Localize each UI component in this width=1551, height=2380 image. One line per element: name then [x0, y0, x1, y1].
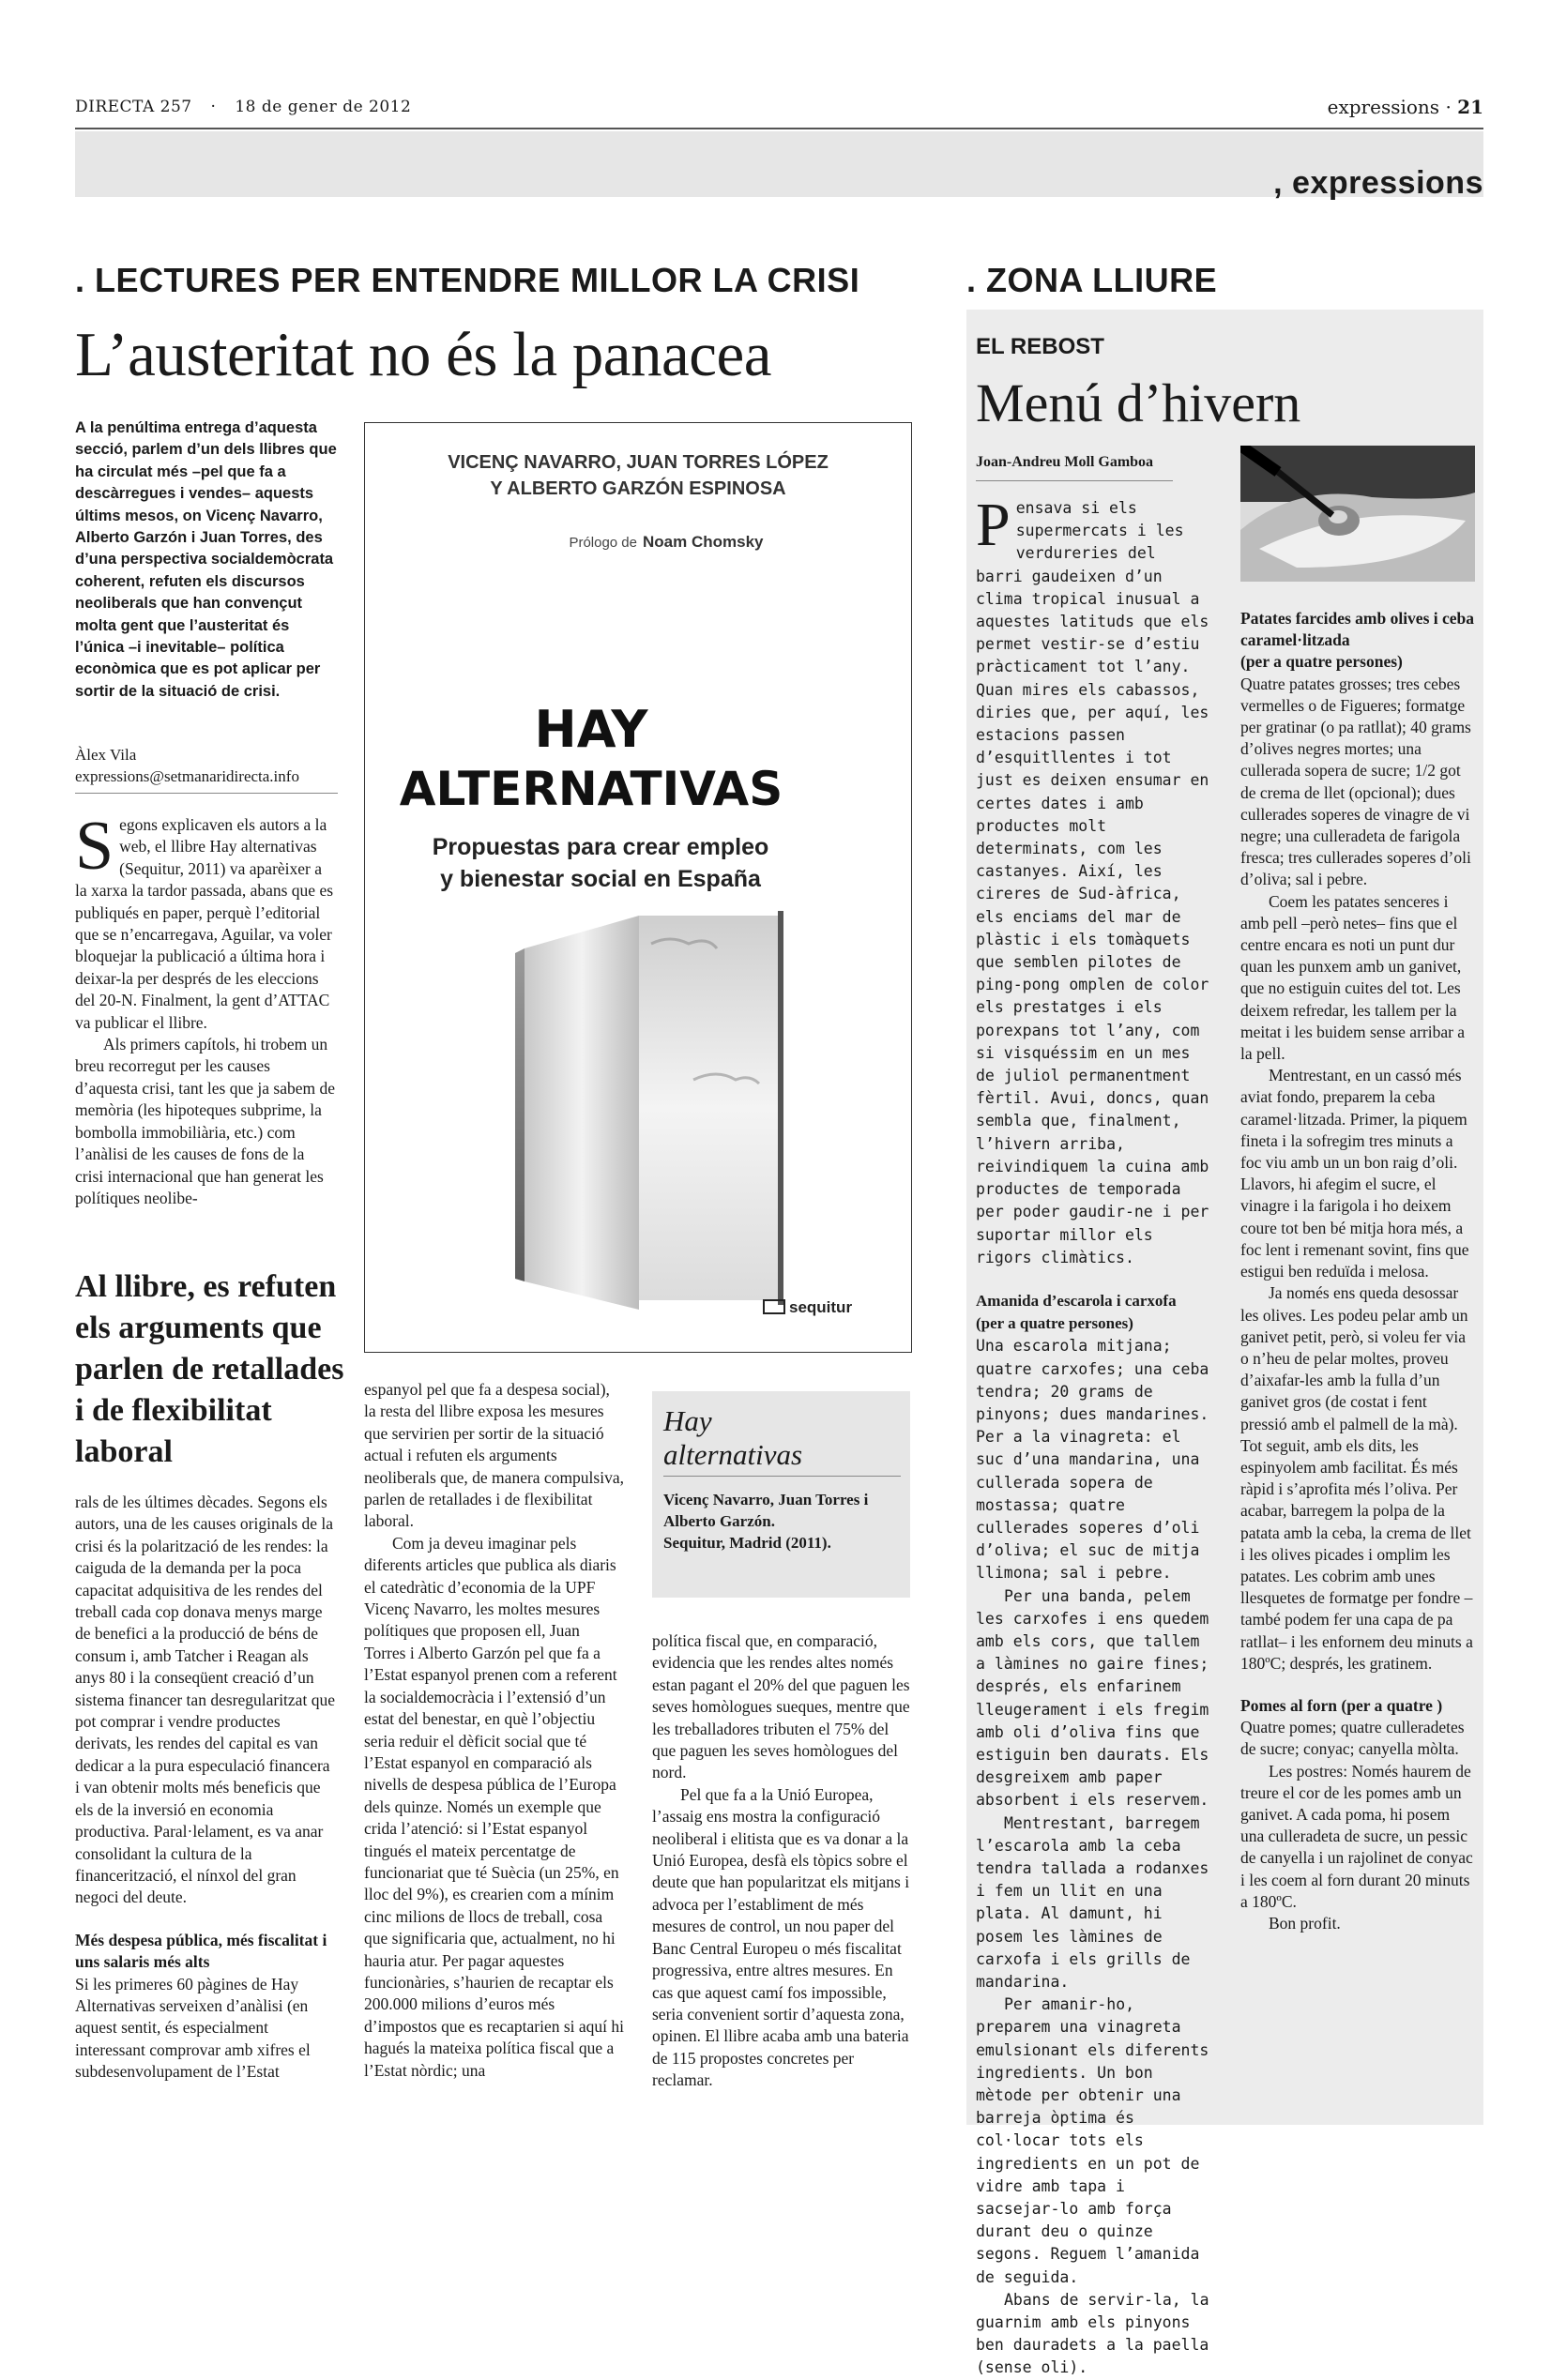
zona-label: EL REBOST — [976, 334, 1104, 359]
cover-title-line1: HAY — [534, 700, 648, 759]
recipe2-serves: (per a quatre persones) — [1240, 652, 1403, 672]
col1-paragraph-1: egons explicaven els autors a la web, el llibre Hay alternativas (Sequitur, 2011) va aparèixer a la xarxa la tardor passada, abans que es publiqués en paper, perquè l’editorial que se n’encarregava, Aguilar, va voler bloquejar la publicació a última hora i deixar-la per després de les eleccions del 20-N. Finalment, la gent d’ATTAC va publicar el llibre. — [75, 815, 334, 1032]
zona-author: Joan-Andreu Moll Gamboa — [976, 454, 1154, 470]
recipe1-step-4: Abans de servir-la, la guarnim amb els pinyons ben dauradets a la paella (sense oli). — [976, 2290, 1209, 2377]
recipe1-title: Amanida d’escarola i carxofa — [976, 1291, 1177, 1310]
book-box-title — [663, 1404, 802, 1472]
recipe1-step-3: Per amanir-ho, preparem una vinagreta emulsionant els diferents ingredients. Un bon mètode per obtenir una barreja òptima és col·locar tots els ingredients en un pot de vidre amb tapa i sacsejar-lo amb força durant deu o quinze segons. Reguem l’amanida de seguida. — [976, 1995, 1209, 2286]
cover-subtitle-line2: y bienestar social en España — [440, 866, 761, 892]
recipe2-step-1: Coem les patates senceres i amb pell –però netes– fins que el centre encara es noti un punt dur quan les punxem amb un ganivet, que no estiguin cuites del tot. Les deixem refredar, les tallem per la meitat i les buidem sense arribar a la pell. — [1240, 891, 1466, 1064]
recipe2-title: Patates farcides amb olives i ceba caramel·litzada — [1240, 609, 1475, 650]
article-col1-upper — [75, 808, 336, 1209]
cover-door-frame — [778, 911, 783, 1305]
issue-number: DIRECTA 257 — [75, 98, 192, 116]
zona-col-b — [1240, 608, 1475, 1934]
book-box-credits — [663, 1489, 868, 1554]
recipe-photo — [1240, 446, 1475, 582]
article-col3 — [652, 1630, 913, 2092]
zona-byline-rule — [976, 480, 1173, 481]
book-box-rule — [663, 1476, 901, 1477]
zona-dropcap: P — [976, 491, 1011, 559]
col1-paragraph-3: rals de les últimes dècades. Segons els autors, una de les causes originals de la crisi és la polarització de les rendes: la caiguda de la demanda per la poca capacitat adquisitiva de les rendes del treball cada cop donava menys marge de benefici a la producció de béns de consum i, amb Tatcher i Reagan als anys 80 i la conseqüent creació d’un sistema financer tan desregularitzat que pot comprar i vendre productes derivats, les rendes del capital es van dedicar a la pura especulació financera i van obtenir molts més beneficis que els de la inversió en economia productiva. Paral·lelament, es va anar consolidant la cultura de la financerització, el nínxol del gran negoci del deute. — [75, 1493, 335, 1907]
cover-authors-line2: Y ALBERTO GARZÓN ESPINOSA — [490, 478, 786, 499]
header-page-separator: · — [1445, 96, 1452, 118]
recipe3-ingredients: Quatre pomes; quatre culleradetes de sucre; conyac; canyella mòlta. — [1240, 1718, 1465, 1759]
book-info-box — [652, 1391, 910, 1598]
cover-publisher: sequitur — [789, 1298, 853, 1316]
recipe2-step-2: Mentrestant, en un cassó més aviat fondo, preparem la ceba caramel·litzada. Primer, la piquem fineta i la sofregim tres minuts a foc viu amb un un bon raig d’oli. Llavors, hi afegim el sucre, el vinagre i la farigola i ho deixem coure tot ben bé mitja hora més, a foc lent i remenant sovint, fins que estigui ben reduïda i melosa. — [1240, 1066, 1469, 1281]
recipe-photo-art — [1240, 446, 1475, 582]
cover-title-line2: ALTERNATIVAS — [399, 762, 783, 816]
header-issue-line — [75, 98, 411, 116]
cover-authors-line1: VICENÇ NAVARRO, JUAN TORRES LÓPEZ — [448, 452, 829, 473]
pull-quote: Al llibre, es refuten els arguments que parlen de retallades i de flexibilitat laboral — [75, 1269, 344, 1469]
recipe1-step-1: Per una banda, pelem les carxofes i ens quedem amb els cors, que tallem a làmines no gaire fines; després, els enfarinem lleugerament i els fregim amb oli d’oliva fins que estiguin ben daurats. Els desgreixem amb paper absorbent i els reservem. — [976, 1586, 1209, 1810]
col3-paragraph-2: Pel que fa a la Unió Europea, l’assaig ens mostra la configuració neoliberal i elitista que es va donar a la Unió Europea, desfà els tòpics sobre el deute que han popularitzat els mitjans i advoca per l’establiment de més mesures de control, un nou paper del Banc Central Europeu o més fiscalitat progressiva, entre altres mesures. En cas que aquest camí fos impossible, seria convenient sortir d’aquesta zona, opinen. El llibre acaba amb una bateria de 115 propostes concretes per reclamar. — [652, 1784, 910, 2090]
header-band — [75, 131, 1483, 197]
header-section: expressions — [1327, 96, 1440, 118]
book-box-credits-line1: Vicenç Navarro, Juan Torres i — [663, 1491, 869, 1508]
author-name: Àlex Vila — [75, 746, 137, 764]
recipe1-serves: (per a quatre persones) — [976, 1314, 1133, 1333]
recipe3-step-1: Les postres: Només haurem de treure el cor de les pomes amb un ganivet. A cada poma, hi posem una culleradeta de sucre, un pessic de canyella i un rajolinet de conyac i les coem al forn durant 20 minuts a 180ºC. — [1240, 1761, 1473, 1911]
article-lead: A la penúltima entrega d’aquesta secció, parlem d’un dels llibres que ha circulat més –pel que fa a descàrregues i vendes– aquests últims mesos, on Vicenç Navarro, Alberto Garzón i Juan Torres, des d’una perspectiva socialdemòcrata coherent, refuten els discursos neoliberals que han convençut molta gent que l’austeritat és l’única –i inevitable– política econòmica que es pot aplicar per sortir de la situació de crisi. — [75, 419, 337, 700]
cover-prologue-name: Noam Chomsky — [643, 533, 764, 551]
issue-date: 18 de gener de 2012 — [235, 98, 412, 116]
recipe2-ingredients: Quatre patates grosses; tres cebes vermelles o de Figueres; formatge per gratinar (o pa ratllat); 40 grams d’olives negres mortes; una cullerada sopera de sucre; 1/2 got de crema de llet (opcional); dues cullerades soperes de vinagre de vi negre; una culleradeta de farigola fresca; tres cullerades soperes d’oli d’oliva; sal i pebre. — [1240, 674, 1471, 889]
byline-rule — [75, 793, 338, 794]
zona-col-a — [976, 491, 1210, 2380]
cover-doorway-light — [639, 916, 780, 1300]
cover-door-panel — [525, 916, 639, 1310]
col1-paragraph-2: Als primers capítols, hi trobem un breu recorregut per les causes d’aquesta crisi, tant les que ja sabem de memòria (les hipoteques subprime, la bombolla immobiliària, etc.) com l’anàlisi de les causes de fons de la crisi internacional que han generat les polítiques neolibe- — [75, 1035, 335, 1207]
zona-intro: ensava si els supermercats i les verdureries del barri gaudeixen d’un clima tropical inusual a aquestes latituds que els permet vestir-se d’estiu pràcticament tot l’any. Quan mires els cabassos, diries que, per aquí, les estacions passen d’esquitllentes i tot just es deixen ensumar en certes dates i amb productes molt determinats, com les castanyes. Així, les cireres de Sud-àfrica, els enciams del mar de plàstic i els tomàquets que semblen pilotes de ping-pong omplen de color els prestatges i els porexpans tot l’any, com si visquéssim en un mes de juliol permanentment fèrtil. Avui, doncs, quan sembla que, finalment, l’hivern arriba, reivindiquem la cuina amb productes de temporada per poder gaudir-ne i per suportar millor els rigors climàtics. — [976, 499, 1209, 1266]
col3-paragraph-1: política fiscal que, en comparació, evidencia que les rendes altes només estan pagant el 20% del que paguen les seves homòlogues sueques, mentre que les treballadores tributen el 75% del que paguen les seves homòlogues del nord. — [652, 1631, 910, 1782]
article-byline — [75, 744, 338, 794]
zona-kicker: . ZONA LLIURE — [966, 261, 1218, 299]
article-col1-lower — [75, 1492, 336, 2084]
article-col2 — [364, 1379, 625, 2082]
zona-byline — [976, 454, 1173, 481]
recipe3-closing: Bon profit. — [1269, 1913, 1341, 1933]
col2-paragraph-2: Com ja deveu imaginar pels diferents articles que publica als diaris el catedràtic d’economia de la UPF Vicenç Navarro, les moltes mesures polítiques que proposen ell, Juan Torres i Alberto Garzón pel que fa a l’Estat espanyol prenen com a referent la socialdemocràcia i l’extensió d’un estat del benestar, en què l’objectiu seria reduir el dèficit social que té l’Estat espanyol en comparació als nivells de despesa pública de l’Europa dels quinze. Només un exemple que crida l’atenció: si l’Estat espanyol tingués el mateix percentatge de funcionariat que té Suècia (un 25%, en lloc del 9%), es crearien com a mínim cinc milions de llocs de treball, cosa que significaria que, actualment, no hi hauria atur. Per pagar aquestes funcionàries, s’haurien de recaptar els 200.000 milions d’euros més d’impostos que es recaptarien si aquí hi hagués la mateixa política fiscal que a l’Estat nòrdic; una — [364, 1533, 625, 2080]
zona-title: Menú d’hivern — [976, 372, 1301, 433]
book-box-credits-line3: Sequitur, Madrid (2011). — [663, 1534, 831, 1552]
recipe1-step-2: Mentrestant, barregem l’escarola amb la ceba tendra tallada a rodanxes i fem un llit en una plata. Al damunt, hi posem les làmines de carxofa i els grills de mandarina. — [976, 1813, 1209, 1991]
book-box-credits-line2: Alberto Garzón. — [663, 1512, 775, 1530]
col1-paragraph-4: Si les primeres 60 pàgines de Hay Alternativas serveixen d’anàlisi (en aquest sentit, és especialment interessant comprovar amb xifres el subdesenvolupament de l’Estat — [75, 1974, 311, 2082]
section-tag: , expressions — [1273, 165, 1483, 201]
book-cover-art — [365, 423, 911, 1352]
article-kicker: . LECTURES PER ENTENDRE MILLOR LA CRISI — [75, 261, 860, 299]
cover-door-edge — [515, 948, 525, 1281]
article-dropcap: S — [75, 808, 114, 885]
article-subhead: Més despesa pública, més fiscalitat i uns salaris més alts — [75, 1930, 327, 1972]
header-separator: · — [210, 98, 217, 116]
recipe2-step-3: Ja només ens queda desossar les olives. Les podeu pelar amb un ganivet petit, però, si voleu fer via o n’heu de pelar moltes, proveu d’aixafar-les amb la fulla d’un ganivet gros (de costat i fent pressió amb el palmell de la mà). Tot seguit, amb els dits, les espinyolem amb facilitat. És més ràpid i s’aprofita més l’oliva. Per acabar, barregem la polpa de la patata amb la ceba, la crema de llet i les olives picades i omplim les patates. Les cobrim amb unes llesquetes de formatge per fondre –també podem fer una capa de pa ratllat– i les enfornem deu minuts a 180ºC; després, les gratinem. — [1240, 1283, 1473, 1673]
header-page-label — [1328, 96, 1483, 118]
recipe1-ingredients: Una escarola mitjana; quatre carxofes; una ceba tendra; 20 grams de pinyons; dues mandarines. Per a la vinagreta: el suc d’una mandarina, una cullerada sopera de mostassa; quatre cullerades soperes d’oli d’oliva; el suc de mitja llimona; sal i pebre. — [976, 1337, 1209, 1583]
page-number: 21 — [1457, 96, 1483, 118]
book-box-title-line1: Hay — [663, 1404, 712, 1437]
author-email[interactable]: expressions@setmanaridirecta.info — [75, 767, 299, 785]
header-rule — [75, 128, 1483, 129]
cover-subtitle-line1: Propuestas para crear empleo — [432, 834, 769, 860]
article-headline: L’austeritat no és la panacea — [75, 320, 771, 389]
recipe3-title: Pomes al forn (per a quatre ) — [1240, 1695, 1443, 1715]
book-box-title-line2: alternativas — [663, 1438, 803, 1471]
book-cover-image — [364, 422, 912, 1353]
cover-prologue-prefix: Prólogo de — [569, 535, 637, 551]
col2-paragraph-1: espanyol pel que fa a despesa social), la resta del llibre exposa les mesures que servirien per sortir de la situació actual i refuten els arguments neoliberals que, de manera compulsiva, parlen de retallades i de flexibilitat laboral. — [364, 1380, 624, 1531]
